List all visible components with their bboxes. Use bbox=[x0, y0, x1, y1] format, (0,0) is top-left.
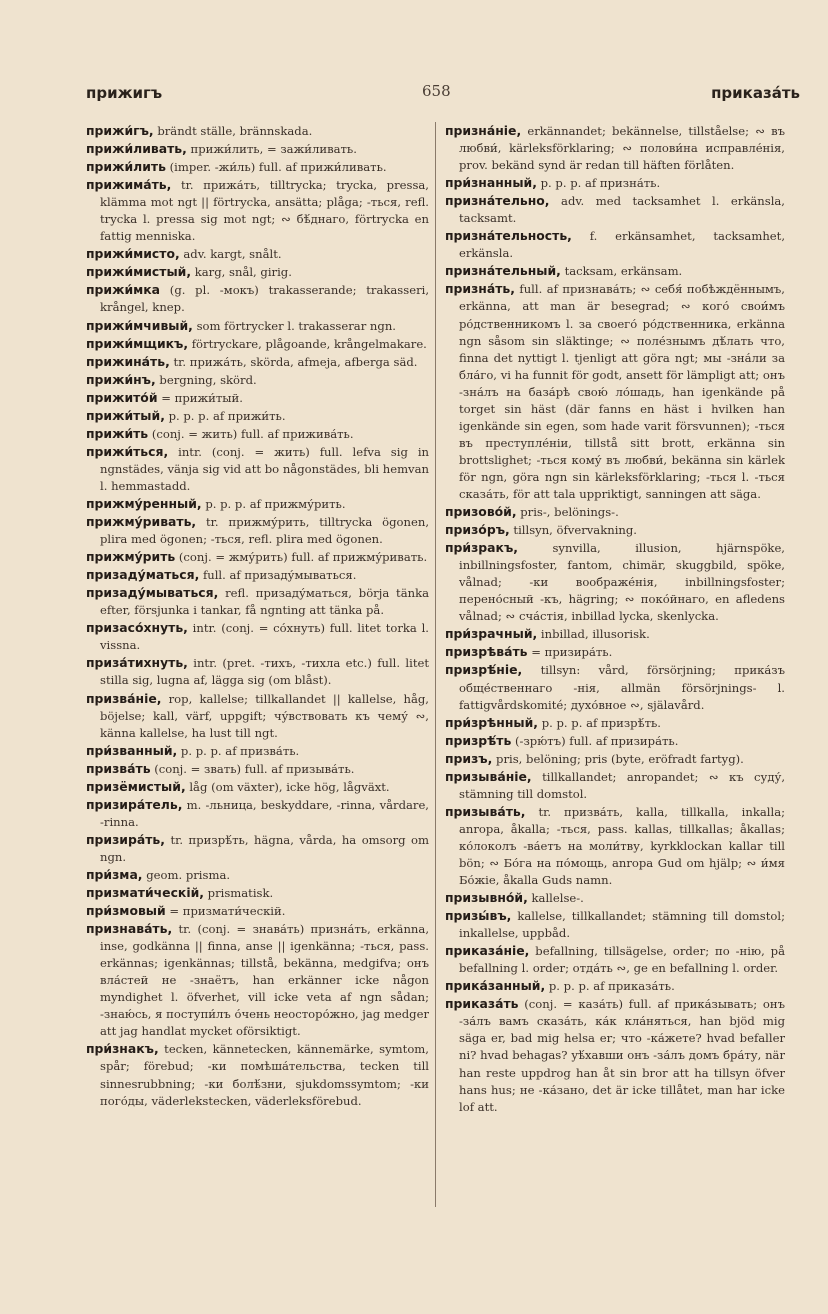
entry-headword: при́зрѣнный, bbox=[445, 714, 539, 730]
entry-headword: прижму́ренный, bbox=[86, 495, 202, 511]
dictionary-entry bbox=[445, 122, 785, 174]
entry-headword: призаду́маться, bbox=[86, 567, 200, 583]
entry-definition: tillkallandet; anropandet; ∾ къ суду́, stämning till domstol. bbox=[459, 769, 785, 801]
entry-headword: при́зракъ, bbox=[445, 540, 518, 556]
entry-definition: pris-, belönings-. bbox=[520, 505, 619, 520]
dictionary-entry bbox=[445, 977, 785, 995]
entry-definition: (conj. = жму́рить) full. af прижму́ривать. bbox=[178, 550, 428, 565]
dictionary-entry bbox=[445, 539, 785, 625]
entry-headword: прижи́ливать, bbox=[86, 141, 187, 157]
entry-definition: tecken, kännetecken, kännemärke, symtom, spår; förebud; -ки помѣша́тельства, tecken till sinnesrubbning; -ки болѣ́зни, sjukdomssymtom; -ки пого́ды, väderlekstecken, väderleksförebud. bbox=[100, 1042, 429, 1108]
entry-headword: призово́й, bbox=[445, 504, 517, 520]
page-number: 658 bbox=[422, 82, 451, 100]
entry-headword: призаду́мываться, bbox=[86, 585, 219, 601]
dictionary-entry bbox=[86, 1040, 429, 1109]
entry-definition: = призира́ть. bbox=[531, 645, 613, 660]
dictionary-entry bbox=[86, 566, 429, 584]
dictionary-entry bbox=[445, 732, 785, 750]
entry-headword: прижи́мисто, bbox=[86, 246, 180, 262]
dictionary-entry bbox=[86, 884, 429, 902]
dictionary-entry bbox=[445, 995, 785, 1115]
dictionary-entry bbox=[445, 192, 785, 227]
dictionary-entry bbox=[86, 796, 429, 831]
entry-definition: inbillad, illusorisk. bbox=[540, 627, 650, 642]
dictionary-entry bbox=[86, 122, 429, 140]
dictionary-entry bbox=[86, 317, 429, 335]
dictionary-entry bbox=[86, 619, 429, 654]
dictionary-entry bbox=[86, 263, 429, 281]
entry-headword: прижи́гъ, bbox=[86, 123, 154, 138]
entry-headword: прижи́мистый, bbox=[86, 264, 192, 280]
entry-definition: p. p. p. af призва́ть. bbox=[180, 743, 300, 758]
entry-headword: прижи́мка bbox=[86, 282, 161, 298]
dictionary-entry bbox=[86, 654, 429, 689]
entry-definition: tr. прижа́ть, tilltrycka; trycka, pressa, klämma mot ngt || förtrycka, ansätta; plåga; -ться, refl. trycka l. pressa sig mot ngt; ∾ бѣ́днаго, förtrycka en fattig menniska. bbox=[100, 178, 429, 244]
dictionary-entry bbox=[445, 280, 785, 503]
entry-definition: befallning, tillsägelse, order; по -нію, på befallning l. order; отда́ть ∾, ge en befallning l. order. bbox=[459, 944, 785, 976]
dictionary-entry bbox=[86, 778, 429, 796]
entry-headword: прижи́лить bbox=[86, 159, 166, 175]
entry-headword: приказа́ть bbox=[445, 996, 519, 1012]
dictionary-entry bbox=[445, 768, 785, 803]
entry-definition: = прижи́тый. bbox=[161, 390, 243, 405]
dictionary-entry bbox=[86, 335, 429, 353]
header-guide-word-right: приказа́ть bbox=[711, 84, 800, 102]
entry-definition: (-зрю́тъ) full. af призира́ть. bbox=[515, 733, 679, 748]
entry-definition: låg (om växter), icke hög, lågväxt. bbox=[189, 779, 390, 794]
entry-definition: m. -льница, beskyddare, -rinna, vårdare, -rinna. bbox=[100, 797, 429, 829]
entry-definition: full. af признава́ть; ∾ себя́ побѣждённымъ, erkänna, att man är besegrad; ∾ кого́ свои́мъ ро́дственникомъ l. за своего́ ро́дственника, erkänna ngn såsom sin släktinge; ∾ поле́знымъ дѣ́лать что, finna det nyttigt l. tjenligt att göra ngt; мы -зна́ли за бла́го, vi ha funnit för godt, ansett för lämpligt att; онъ -зна́лъ на база́рѣ свою́ ло́шадь, han igenkände på torget sin häst (där fanns en häst i hvilken han igenkände sin egen, som hade varit försvunnen); -ться въ преступле́ніи, tillstå sitt brott, erkänna sin brottslighet; -ться кому́ въ любви́, bekänna sin kärlek för ngn, göra ngn sin kärleksförklaring; -ться l. -ться сказа́ть, för att tala uppriktigt, sanningen att säga. bbox=[459, 282, 785, 501]
entry-headword: при́зрачный, bbox=[445, 626, 538, 642]
entry-headword: прижина́ть, bbox=[86, 353, 170, 369]
entry-definition: tr. прижа́ть, skörda, afmeja, afberga säd. bbox=[173, 354, 418, 369]
entry-headword: при́знакъ, bbox=[86, 1041, 159, 1057]
entry-headword: призна́тельный, bbox=[445, 263, 561, 279]
entry-definition: p. p. p. af прижи́ть. bbox=[168, 408, 286, 423]
entry-definition: pris, belöning; pris (byte, eröfradt fartyg). bbox=[496, 751, 744, 766]
dictionary-entry bbox=[445, 661, 785, 713]
entry-headword: призасо́хнуть, bbox=[86, 620, 188, 636]
dictionary-entry bbox=[86, 443, 429, 495]
entry-definition: adv. kargt, snålt. bbox=[183, 247, 282, 262]
entry-definition: erkännandet; bekännelse, tillståelse; ∾ въ любви́, kärleksförklaring; ∾ полови́на исправле́нія, prov. bekänd synd är redan till häften förlåten. bbox=[459, 124, 785, 173]
dictionary-entry bbox=[86, 389, 429, 407]
entry-definition: tr. (conj. = знава́ть) призна́ть, erkänna, inse, godkänna || finna, anse || igenkänna; -ться, pass. erkännas; igenkännas; tillstå, bekänna, medgifva; онъ вла́стей не -знаётъ, han erkänner icke någon myndighet l. öfverhet, vill icke veta af ngn sådan; -знаю́сь, я поступи́лъ о́чень неосторо́жно, jag medger att jag handlat mycket oförsiktigt. bbox=[100, 922, 429, 1039]
entry-headword: при́змовый bbox=[86, 903, 166, 919]
entry-headword: приза́тихнуть, bbox=[86, 655, 188, 671]
entry-definition: tr. прижму́рить, tilltrycka ögonen, plira med ögonen; -ться, refl. plira med ögonen. bbox=[100, 515, 429, 547]
entry-definition: brändt ställe, brännskada. bbox=[157, 124, 313, 138]
dictionary-entry bbox=[445, 643, 785, 661]
entry-definition: karg, snål, girig. bbox=[194, 265, 292, 280]
entry-definition: (conj. = жить) full. af прижива́ть. bbox=[151, 426, 354, 441]
entry-definition: прижи́лить, = зажи́ливать. bbox=[190, 142, 357, 157]
dictionary-entry bbox=[86, 281, 429, 316]
dictionary-entry bbox=[86, 353, 429, 371]
dictionary-entry bbox=[86, 140, 429, 158]
right-column bbox=[445, 122, 785, 1212]
entry-headword: прижи́мщикъ, bbox=[86, 335, 189, 351]
page-header bbox=[86, 84, 800, 108]
entry-definition: f. erkänsamhet, tacksamhet, erkänsla. bbox=[459, 229, 785, 261]
entry-definition: som förtrycker l. trakasserar ngn. bbox=[196, 318, 396, 333]
dictionary-entry bbox=[86, 920, 429, 1040]
dictionary-entry bbox=[86, 513, 429, 548]
dictionary-entry bbox=[445, 262, 785, 280]
entry-definition: intr. (pret. -тихъ, -тихла etc.) full. litet stilla sig, lugna af, lägga sig (om blåst). bbox=[100, 656, 429, 688]
entry-definition: full. af призаду́мываться. bbox=[202, 568, 357, 583]
dictionary-entry bbox=[445, 714, 785, 732]
entry-headword: призёмистый, bbox=[86, 778, 186, 794]
entry-headword: призна́тельно, bbox=[445, 193, 550, 209]
entry-definition: (conj. = звать) full. af призыва́ть. bbox=[154, 761, 355, 776]
dictionary-entry bbox=[445, 503, 785, 521]
dictionary-entry bbox=[86, 760, 429, 778]
dictionary-entry bbox=[86, 176, 429, 245]
entry-headword: прижи́ться, bbox=[86, 443, 169, 459]
dictionary-entry bbox=[86, 690, 429, 742]
entry-definition: kallelse-. bbox=[531, 891, 584, 906]
entry-headword: призыва́ть, bbox=[445, 803, 526, 819]
entry-headword: приказа́ніе, bbox=[445, 943, 530, 959]
entry-headword: прижму́ривать, bbox=[86, 514, 197, 530]
left-column bbox=[86, 122, 429, 1212]
entry-headword: призывно́й, bbox=[445, 890, 528, 906]
entry-headword: призы́въ, bbox=[445, 908, 512, 924]
dictionary-entry bbox=[445, 750, 785, 768]
column-divider bbox=[435, 122, 436, 1207]
entry-headword: призва́ть bbox=[86, 760, 151, 776]
entry-definition: adv. med tacksamhet l. erkänsla, tacksamt. bbox=[459, 194, 785, 226]
entry-definition: tr. призва́ть, kalla, tillkalla, inkalla; anropa, åkalla; -ться, pass. kallas, tillkallas; åkallas; ко́локолъ -ва́етъ на моли́тву, kyrkklockan kallar till bön; ∾ Бо́га на по́мощь, anropa Gud om hjälp; ∾ и́мя Бо́жіе, åkalla Guds namn. bbox=[459, 804, 785, 888]
entry-headword: призрѣва́ть bbox=[445, 644, 528, 660]
entry-definition: förtryckare, plågoande, krångelmakare. bbox=[191, 336, 427, 351]
entry-headword: при́зма, bbox=[86, 866, 143, 882]
entry-headword: призъ, bbox=[445, 750, 493, 766]
entry-headword: призрѣ́ніе, bbox=[445, 662, 523, 678]
entry-definition: tillsyn, öfvervakning. bbox=[513, 523, 637, 538]
entry-headword: призна́тельность, bbox=[445, 228, 572, 244]
entry-headword: прижи́тый, bbox=[86, 407, 165, 423]
entry-headword: призна́ніе, bbox=[445, 123, 522, 138]
dictionary-entry bbox=[445, 942, 785, 977]
entry-headword: прижму́рить bbox=[86, 549, 176, 565]
entry-headword: призыва́ніе, bbox=[445, 768, 532, 784]
entry-definition: p. p. p. af призна́ть. bbox=[540, 176, 661, 191]
entry-definition: kallelse, tillkallandet; stämning till domstol; inkallelse, uppbåd. bbox=[459, 909, 785, 941]
entry-headword: признава́ть, bbox=[86, 921, 173, 937]
entry-headword: прижима́ть, bbox=[86, 177, 172, 193]
entry-headword: призрѣ́ть bbox=[445, 732, 512, 748]
entry-definition: tr. призрѣ́ть, hägna, vårda, ha omsorg om ngn. bbox=[100, 832, 429, 864]
dictionary-entry bbox=[86, 407, 429, 425]
dictionary-entry bbox=[86, 548, 429, 566]
entry-headword: призмати́ческій, bbox=[86, 885, 204, 901]
dictionary-entry bbox=[445, 907, 785, 942]
dictionary-entry bbox=[445, 625, 785, 643]
dictionary-entry bbox=[86, 495, 429, 513]
entry-headword: призна́ть, bbox=[445, 281, 515, 297]
entry-definition: tacksam, erkänsam. bbox=[564, 264, 683, 279]
dictionary-entry bbox=[445, 174, 785, 192]
entry-definition: bergning, skörd. bbox=[159, 372, 257, 387]
dictionary-entry bbox=[86, 584, 429, 619]
entry-headword: при́знанный, bbox=[445, 175, 537, 191]
entry-definition: synvilla, illusion, hjärnspöke, inbillningsfoster, fantom, chimär, skuggbild, spöke, vålnad; -ки воображе́нія, inbillningsfoster; перено́сный -къ, hägring; ∾ поко́йнаго, en afledens vålnad; ∾ сча́стія, inbillad lycka, skenlycka. bbox=[459, 541, 785, 624]
entry-headword: при́званный, bbox=[86, 742, 178, 758]
dictionary-entry bbox=[86, 831, 429, 866]
header-guide-word-left: прижигъ bbox=[86, 84, 163, 102]
entry-definition: p. p. p. af призрѣ́ть. bbox=[541, 715, 661, 730]
dictionary-entry bbox=[445, 803, 785, 889]
entry-headword: призира́ть, bbox=[86, 831, 165, 847]
entry-definition: p. p. p. af приказа́ть. bbox=[548, 979, 675, 994]
entry-definition: geom. prisma. bbox=[146, 867, 231, 882]
dictionary-entry bbox=[86, 742, 429, 760]
entry-headword: прижи́ть bbox=[86, 425, 149, 441]
dictionary-entry bbox=[86, 158, 429, 176]
entry-definition: refl. призаду́маться, börja tänka efter, försjunka i tankar, få ngnting att tänka på. bbox=[100, 586, 429, 618]
entry-headword: призо́ръ, bbox=[445, 522, 510, 538]
entry-headword: прижито́й bbox=[86, 389, 158, 405]
entry-definition: (conj. = каза́ть) full. af прика́зывать; онъ -за́лъ вамъ сказа́ть, ка́к кла́няться, han bjöd mig säga er, bad mig helsa er; что -ка́жете? hvad befaller ni? hvad behagas? уѣ́хавши онъ -за́лъ домъ бра́ту, när han reste uppdrog han åt sin bror att ha tillsyn öfver hans hus; не -ка́зано, det är icke tillåtet, man har icke lof att. bbox=[459, 997, 785, 1114]
entry-definition: rop, kallelse; tillkallandet || kallelse, håg, böjelse; kall, värf, uppgift; чу́вствовать къ чему́ ∾, känna kallelse, ha lust till ngt. bbox=[100, 691, 429, 740]
entry-headword: прижи́мчивый, bbox=[86, 317, 193, 333]
entry-definition: p. p. p. af прижму́рить. bbox=[205, 496, 346, 511]
dictionary-entry bbox=[445, 889, 785, 907]
entry-definition: (g. pl. -мокъ) trakasserande; trakasseri, krångel, knep. bbox=[100, 283, 429, 315]
entry-headword: призва́ніе, bbox=[86, 690, 162, 706]
entry-headword: прижи́нъ, bbox=[86, 371, 156, 387]
entry-definition: prismatisk. bbox=[207, 886, 274, 901]
dictionary-entry bbox=[86, 425, 429, 443]
dictionary-entry bbox=[86, 866, 429, 884]
entry-definition: intr. (conj. = со́хнуть) full. litet torka l. vissna. bbox=[100, 621, 429, 653]
entry-definition: = призмати́ческій. bbox=[169, 904, 286, 919]
dictionary-entry bbox=[86, 902, 429, 920]
dictionary-entry bbox=[86, 245, 429, 263]
dictionary-entry bbox=[445, 521, 785, 539]
entry-headword: призира́тель, bbox=[86, 796, 183, 812]
dictionary-entry bbox=[86, 371, 429, 389]
entry-definition: (imper. -жи́ль) full. af прижи́ливать. bbox=[169, 160, 387, 175]
dictionary-entry bbox=[445, 227, 785, 262]
entry-headword: прика́занный, bbox=[445, 978, 546, 994]
entry-definition: tillsyn: vård, försörjning; прика́зъ обще́ственнаго -нія, allmän försörjnings- l. fattigvårdskomité; духо́вное ∾, själavård. bbox=[459, 663, 785, 712]
entry-definition: intr. (conj. = жить) full. lefva sig in ngnstädes, vänja sig vid att bo någonstädes, bli hemvan l. hemmastadd. bbox=[100, 444, 429, 493]
